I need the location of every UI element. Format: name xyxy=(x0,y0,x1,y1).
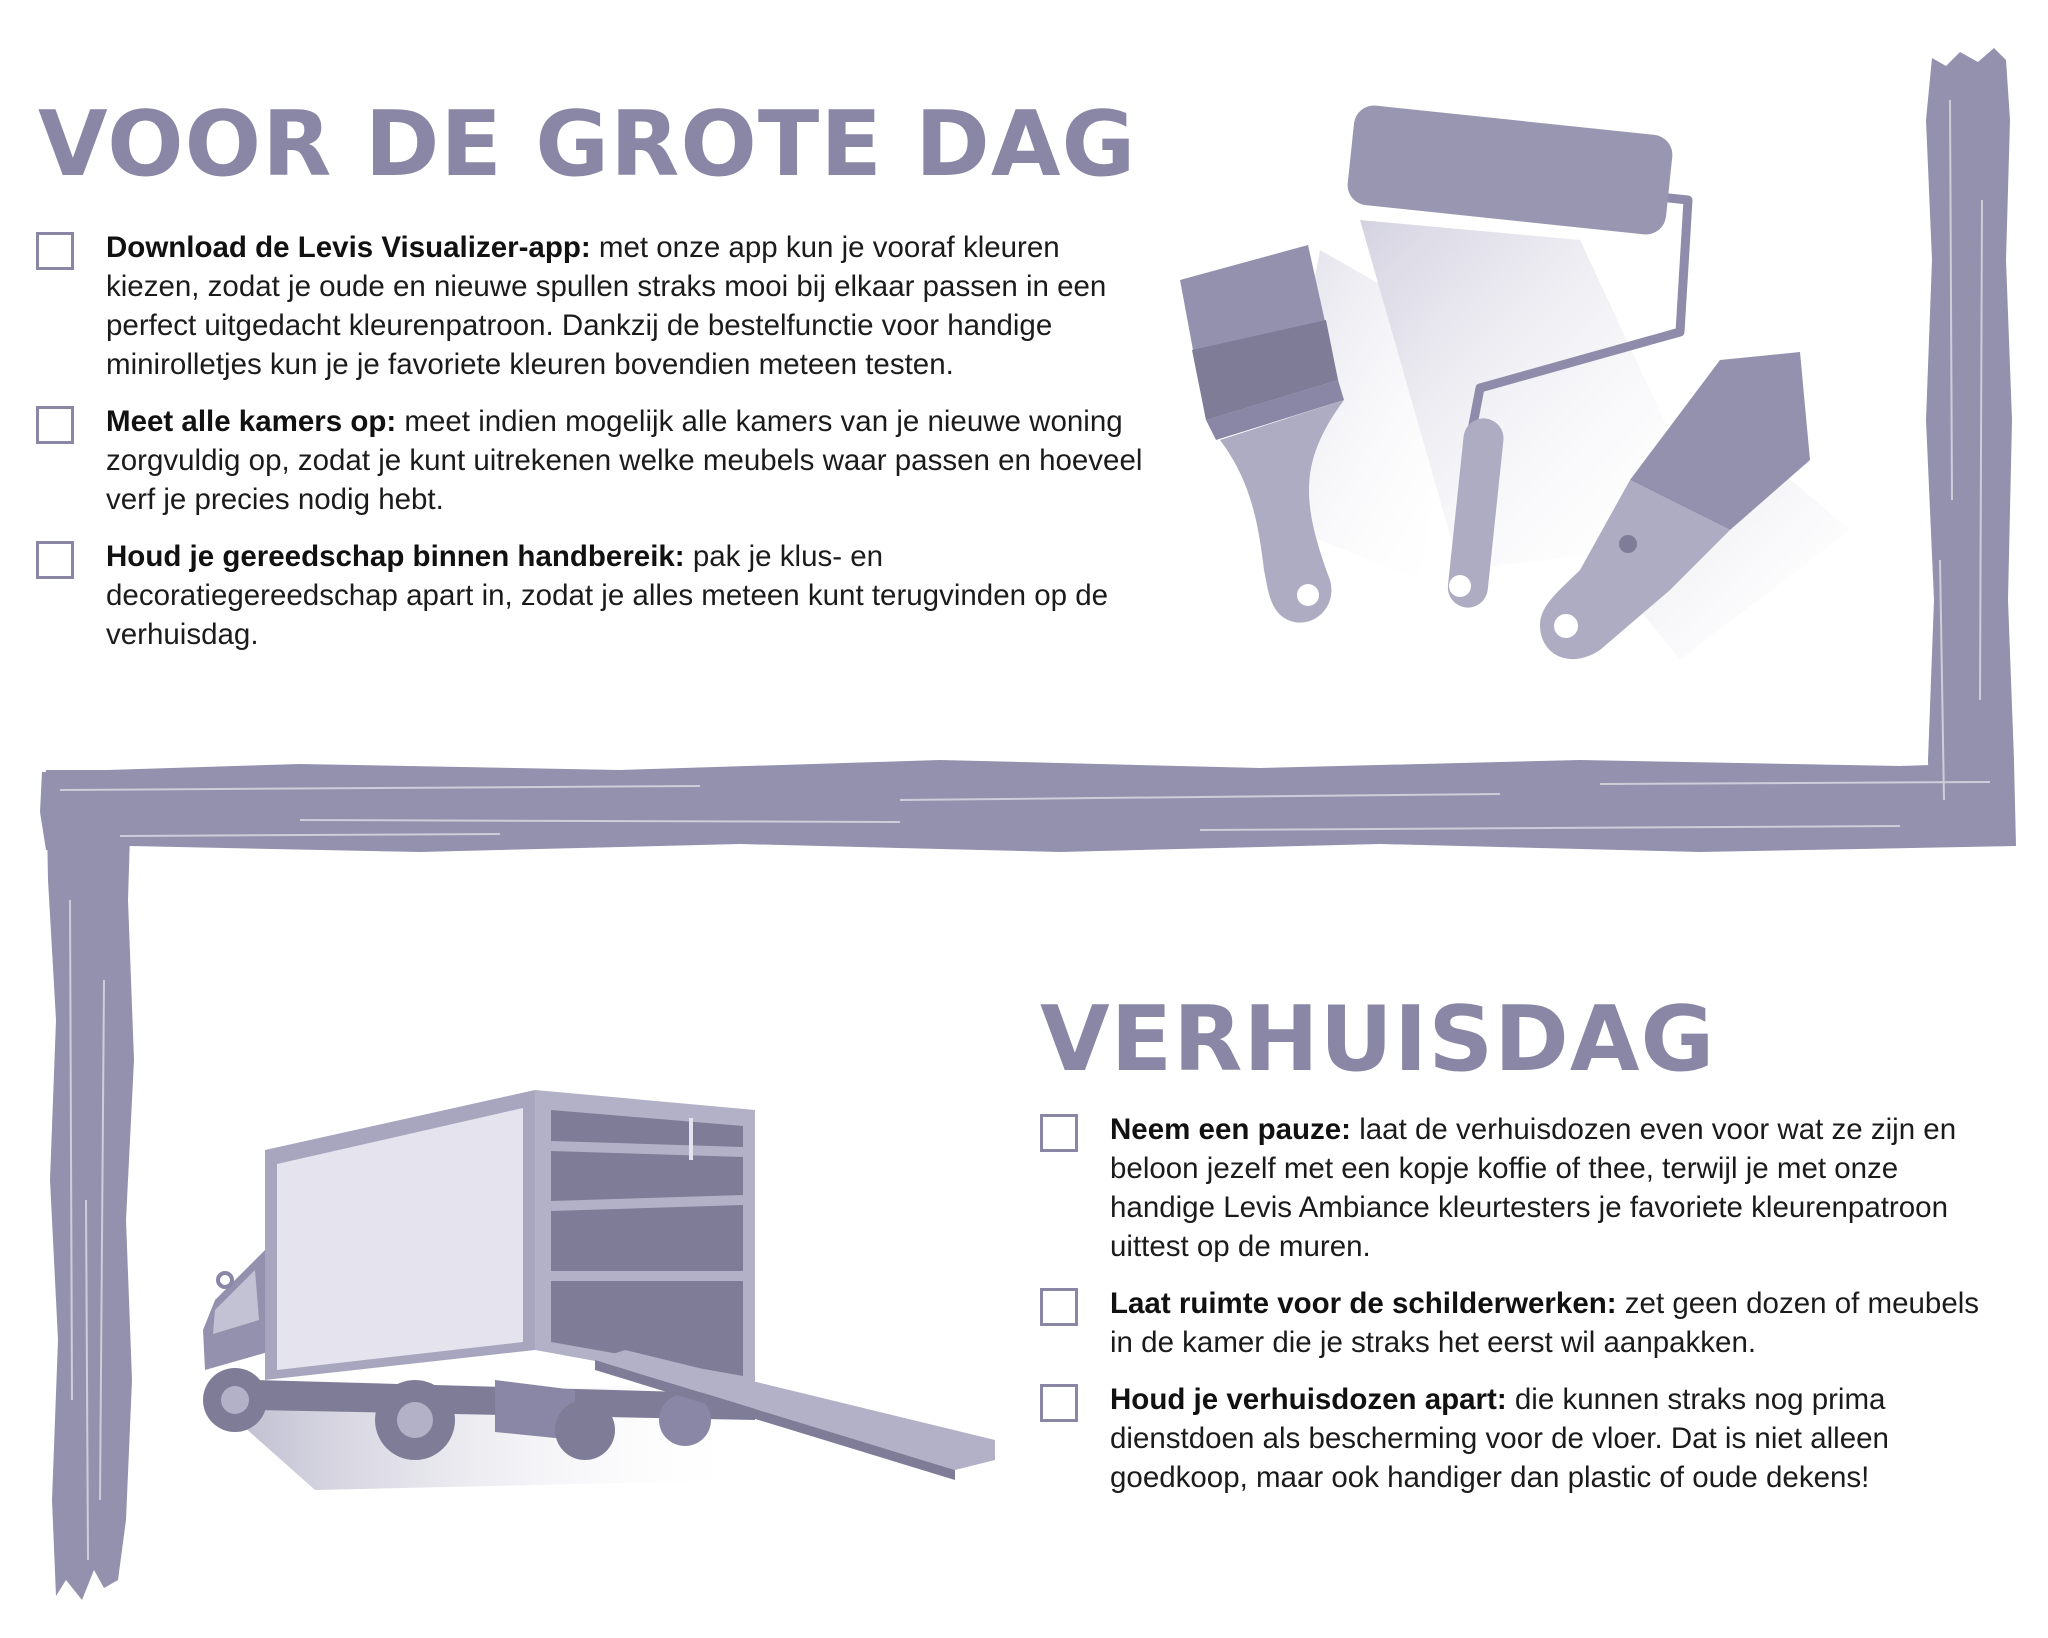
checkbox[interactable] xyxy=(1040,1288,1078,1326)
item-text: laat de verhuisdozen even voor wat ze zijn en beloon jezelf met een kopje koffie of thee, terwijl je met onze handige Levis Ambiance kleurtesters je favoriete kleurenpatroon uittest op de muren. xyxy=(1110,1113,1957,1263)
moving-truck-icon xyxy=(195,1080,1015,1520)
item-title: Neem een pauze: xyxy=(1110,1113,1351,1146)
checkbox[interactable] xyxy=(1040,1384,1078,1422)
section-heading-voor-de-grote-dag: VOOR DE GROTE DAG xyxy=(38,92,1137,197)
item-title: Houd je gereedschap binnen handbereik: xyxy=(106,540,685,573)
painting-tools-icon xyxy=(1160,100,1880,740)
item-text: pak je klus- en decoratiegereedschap apart in, zodat je alles meteen kunt terugvinden op de verhuisdag. xyxy=(106,540,1109,651)
item-title: Laat ruimte voor de schilderwerken: xyxy=(1110,1287,1617,1320)
list-item xyxy=(36,537,1146,654)
list-item xyxy=(1040,1284,2000,1362)
list-item xyxy=(1040,1380,2000,1497)
item-text: die kunnen straks nog prima dienstdoen als bescherming voor de vloer. Dat is niet alleen goedkoop, maar ook handiger dan plastic of oude dekens! xyxy=(1110,1383,1889,1494)
item-text: zet geen dozen of meubels in de kamer die je straks het eerst wil aanpakken. xyxy=(1110,1287,1980,1359)
list-item xyxy=(1040,1110,2000,1266)
item-title: Houd je verhuisdozen apart: xyxy=(1110,1383,1507,1416)
checkbox[interactable] xyxy=(36,541,74,579)
checkbox[interactable] xyxy=(36,232,74,270)
item-text: met onze app kun je vooraf kleuren kiezen, zodat je oude en nieuwe spullen straks mooi bij elkaar passen in een perfect uitgedacht kleurenpatroon. Dankzij de bestelfunctie voor handige minirolletjes kun je je favoriete kleuren bovendien meteen testen. xyxy=(106,231,1107,381)
list-item xyxy=(36,402,1146,519)
item-title: Meet alle kamers op: xyxy=(106,405,397,438)
list-item xyxy=(36,228,1146,384)
item-title: Download de Levis Visualizer-app: xyxy=(106,231,591,264)
checkbox[interactable] xyxy=(1040,1114,1078,1152)
section-heading-verhuisdag: VERHUISDAG xyxy=(1040,987,1716,1092)
checkbox[interactable] xyxy=(36,406,74,444)
item-text: meet indien mogelijk alle kamers van je nieuwe woning zorgvuldig op, zodat je kunt uitrekenen welke meubels waar passen en hoeveel verf je precies nodig hebt. xyxy=(106,405,1143,516)
checklist-voor-de-grote-dag xyxy=(36,228,1146,672)
checklist-verhuisdag xyxy=(1040,1110,2000,1515)
